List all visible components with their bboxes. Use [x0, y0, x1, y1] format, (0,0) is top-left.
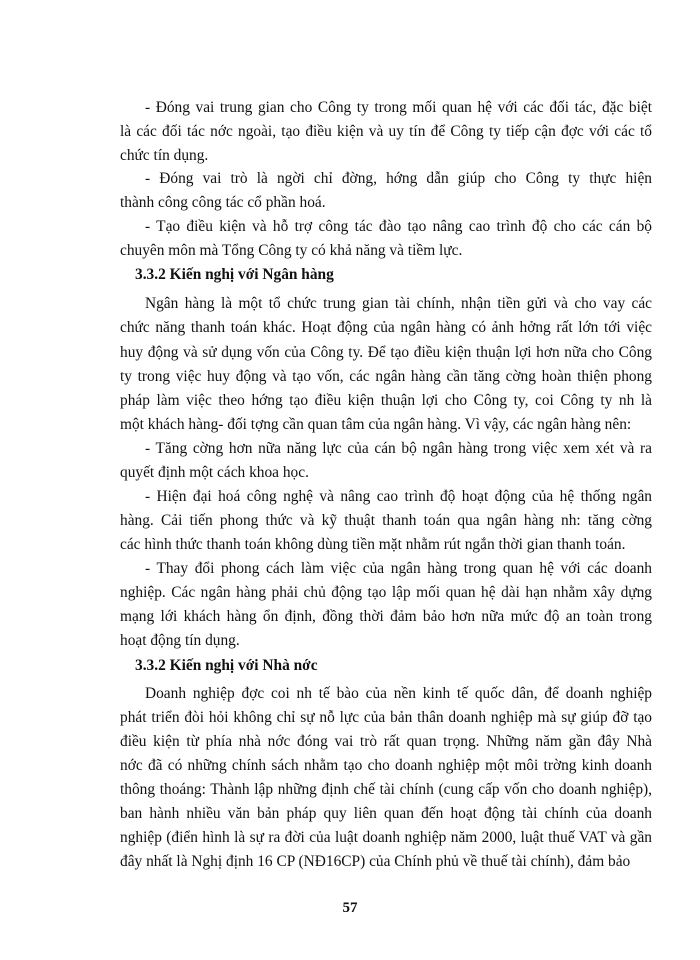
paragraph-line: - Tăng cờng hơn nữa năng lực của cán bộ ngân hàng trong việc xem xét và ra — [145, 440, 652, 457]
paragraph-line: phát triển đòi hỏi không chỉ sự nỗ lực của bản thân doanh nghiệp mà sự giúp đỡ tạo — [120, 709, 652, 726]
paragraph-line: một khách hàng- đối tợng cần quan tâm của ngân hàng. Vì vậy, các ngân hàng nên: — [120, 416, 632, 433]
paragraph-line: ban hành nhiều văn bản pháp quy liên quan đến hoạt động tài chính của doanh — [120, 805, 652, 822]
page-number: 57 — [342, 900, 358, 916]
paragraph-line: pháp làm việc theo hớng tạo điều kiện thuận lợi cho Công ty, coi Công ty nh là — [120, 392, 652, 409]
paragraph-line: - Thay đổi phong cách làm việc của ngân hàng trong quan hệ với các doanh — [145, 560, 652, 577]
paragraph-line: Doanh nghiệp đợc coi nh tế bào của nền kinh tế quốc dân, để doanh nghiệp — [145, 685, 652, 702]
paragraph-line: chức năng thanh toán khác. Hoạt động của ngân hàng có ảnh hởng rất lớn tới việc — [120, 319, 652, 336]
paragraph-line: - Đóng vai trò là ngời chỉ đờng, hớng dẫn giúp cho Công ty thực hiện — [145, 170, 652, 187]
paragraph-line: chuyên môn mà Tổng Công ty có khả năng và tiềm lực. — [120, 242, 463, 259]
paragraph-line: là các đối tác nớc ngoài, tạo điều kiện và uy tín để Công ty tiếp cận đợc với các tổ — [120, 123, 652, 140]
paragraph-line: ty trong việc huy động và tạo vốn, các ngân hàng cần tăng cờng hoàn thiện phong — [120, 368, 652, 385]
paragraph-line: mạng lới khách hàng ổn định, đồng thời đảm bảo hơn nữa mức độ an toàn trong — [120, 608, 652, 625]
paragraph-line: chức tín dụng. — [120, 147, 209, 164]
paragraph-line: các hình thức thanh toán không dùng tiền mặt nhằm rút ngắn thời gian thanh toán. — [120, 536, 626, 553]
paragraph-line: - Hiện đại hoá công nghệ và nâng cao trình độ hoạt động của hệ thống ngân — [145, 488, 652, 505]
paragraph-line: Ngân hàng là một tổ chức trung gian tài chính, nhận tiền gửi và cho vay các — [145, 295, 652, 312]
paragraph-line: hàng. Cải tiến phong thức và kỹ thuật thanh toán qua ngân hàng nh: tăng cờng — [120, 512, 652, 529]
paragraph-line: điều kiện từ phía nhà nớc đóng vai trò rất quan trọng. Những năm gần đây Nhà — [120, 733, 652, 750]
paragraph-line: nghiệp. Các ngân hàng phải chủ động tạo lập mối quan hệ dài hạn nhằm xây dựng — [120, 584, 652, 601]
paragraph-line: thành công công tác cổ phần hoá. — [120, 194, 326, 211]
paragraph-line: nghiệp (điển hình là sự ra đời của luật doanh nghiệp năm 2000, luật thuế VAT và gần — [120, 829, 652, 846]
paragraph-line: đây nhất là Nghị định 16 CP (NĐ16CP) của Chính phủ về thuế tài chính), đảm bảo — [120, 853, 631, 870]
section-heading: 3.3.2 Kiến nghị với Nhà nớc — [135, 657, 318, 674]
paragraph-line: huy động và sử dụng vốn của Công ty. Để tạo điều kiện thuận lợi hơn nữa cho Công — [120, 344, 652, 361]
section-heading: 3.3.2 Kiến nghị với Ngân hàng — [135, 266, 334, 283]
paragraph-line: - Tạo điều kiện và hỗ trợ công tác đào tạo nâng cao trình độ cho các cán bộ — [145, 218, 652, 235]
paragraph-line: thông thoáng: Thành lập những định chế tài chính (cung cấp vốn cho doanh nghiệp), — [120, 781, 652, 798]
paragraph-line: - Đóng vai trung gian cho Công ty trong mối quan hệ với các đối tác, đặc biệt — [145, 99, 652, 116]
paragraph-line: nớc đã có những chính sách nhằm tạo cho doanh nghiệp một môi trờng kinh doanh — [120, 757, 652, 774]
paragraph-line: quyết định một cách khoa học. — [120, 464, 309, 481]
paragraph-line: hoạt động tín dụng. — [120, 632, 240, 649]
